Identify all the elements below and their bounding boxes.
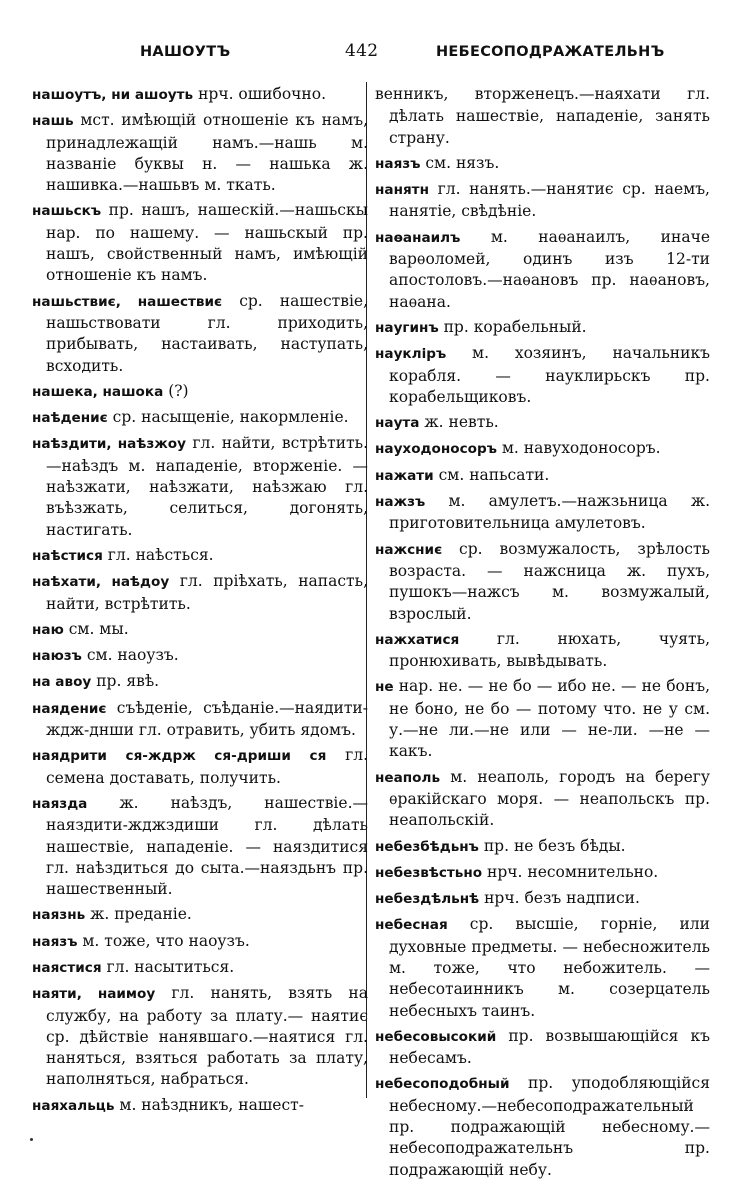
headword: не (375, 679, 394, 696)
headword: наяхальць (32, 1097, 115, 1114)
headword: наукліръ (375, 346, 447, 363)
dictionary-entry (32, 545, 368, 567)
dictionary-entry (32, 291, 368, 377)
headword: наястися (32, 959, 102, 976)
headword: небездѣльнѣ (375, 891, 480, 908)
headword: нажзъ (375, 494, 426, 511)
dictionary-entry (375, 343, 710, 408)
headword: небесовысокий (375, 1028, 497, 1045)
dictionary-entry (375, 888, 710, 910)
headword: наѣдениє (32, 410, 108, 427)
print-speck (30, 1138, 33, 1141)
definition: гл. найти, встрѣтить.—наѣздъ м. нападеніе, вторженіе. — наѣзжати, наѣзжати, наѣзжаю гл. въѣзжать, селиться, догонять, настигать. (46, 434, 369, 539)
dictionary-entry (32, 698, 368, 742)
dictionary-entry (32, 983, 368, 1090)
dictionary-entry (32, 671, 368, 693)
headword: науходоносоръ (375, 441, 497, 458)
definition: гл. пріѣхать, напасть, найти, встрѣтить. (46, 572, 368, 613)
dictionary-entry (32, 793, 368, 900)
headword: небезвѣстьно (375, 864, 483, 881)
definition: м. наѣздникъ, нашест- (114, 1095, 304, 1114)
dictionary-entry (375, 179, 710, 223)
definition: пр. уподобляющійся небесному.—небесоподражательный пр. подражающій небесному.—небесоподражательнъ пр. подражающій небу. (389, 1074, 710, 1179)
headword: на авоу (32, 674, 92, 691)
headword: небезбѣдьнъ (375, 838, 479, 855)
dictionary-entry (32, 571, 368, 615)
definition: гл. нанять, взять на службу, на работу за плату.— наятиє ср. дѣйствіе нанявшаго.—наятися гл. наняться, взяться работать за плату, наполняться, набраться. (46, 984, 368, 1089)
headword: наязъ (32, 933, 78, 950)
dictionary-entry (375, 862, 710, 884)
dictionary-entry (32, 957, 368, 979)
definition: (?) (163, 381, 189, 400)
page-number: 442 (345, 41, 379, 61)
dictionary-entry (375, 767, 710, 832)
headword: наязъ (375, 155, 421, 172)
headword: нашека, нашока (32, 383, 164, 400)
definition: нрч. ошибочно. (193, 85, 326, 103)
definition: венникъ, вторженецъ.—наяхати гл. дѣлать нашествіе, нападеніе, занять страну. (375, 85, 710, 147)
dictionary-entry (375, 84, 710, 149)
headword: наязда (32, 795, 88, 812)
headword: наюзъ (32, 648, 82, 665)
headword: наута (375, 415, 420, 432)
headword: наядениє (32, 700, 107, 717)
running-head-right: НЕБЕСОПОДРАЖАТЕЛЬНЪ (436, 44, 665, 60)
dictionary-entry (375, 227, 710, 313)
definition: ж. преданіе. (85, 905, 192, 924)
definition: м. навуходоносоръ. (496, 439, 661, 458)
definition: см. наоузъ. (81, 646, 179, 665)
headword: нашьскъ (32, 203, 102, 220)
dictionary-entry (32, 200, 368, 286)
dictionary-entry (32, 645, 368, 667)
definition: гл. нанять.—нанятиє ср. наемъ, нанятіе, свѣдѣніе. (389, 180, 710, 221)
dictionary-entry (32, 84, 368, 106)
definition: см. мы. (63, 619, 129, 638)
headword: наѣхати, наѣдоу (32, 574, 170, 591)
definition: мст. имѣющій отношеніе къ намъ, принадлежащій намъ.—нашь м. названіе буквы н. — нашька ж. нашивка.—нашьвъ м. ткать. (46, 111, 368, 195)
dictionary-entry (375, 914, 710, 1021)
dictionary-entry (375, 465, 710, 487)
definition: гл. семена доставать, получить. (46, 746, 368, 787)
definition: пр. не безъ бѣды. (478, 836, 626, 855)
headword: наядрити ся-ждрж ся-дриши ся (32, 748, 327, 765)
headword: нашоутъ, ни ашоуть (32, 87, 194, 103)
headword: нанятн (375, 182, 429, 199)
headword: неаполь (375, 769, 441, 786)
dictionary-entry (375, 676, 710, 762)
headword: нашь (32, 113, 74, 130)
dictionary-entry (375, 412, 710, 434)
dictionary-entry (375, 836, 710, 858)
headword: наѣстися (32, 547, 103, 564)
dictionary-entry (32, 619, 368, 641)
definition: гл. нюхать, чуять, пронюхивать, вывѣдывать. (389, 629, 710, 671)
definition: съѣденіе, съѣданіе.—наядити-ждж-днши гл. отравить, убить ядомъ. (46, 698, 368, 740)
running-head-left: НАШОУТЪ (140, 44, 231, 60)
headword: нашьствиє, нашествиє (32, 293, 223, 310)
definition: м. хозяинъ, начальникъ корабля. — науклирьскъ пр. корабельщиковъ. (389, 344, 710, 406)
headword: наугинъ (375, 319, 439, 336)
definition: ср. возмужалость, зрѣлость возраста. — нажсница ж. пухъ, пушокъ—нажсъ м. возмужалый, взрослый. (389, 539, 710, 623)
definition: пр. явѣ. (91, 672, 160, 691)
definition: пр. корабельный. (438, 317, 587, 336)
headword: наѣздити, наѣзжоу (32, 436, 186, 453)
definition: ср. нашествіе, нашьствовати гл. приходить, прибывать, настаивать, наступать, всходить. (46, 291, 369, 375)
definition: нрч. несомнительно. (482, 862, 659, 881)
definition: нрч. безъ надписи. (479, 889, 640, 908)
headword: нажати (375, 467, 434, 484)
definition: пр. возвышающійся къ небесамъ. (389, 1026, 710, 1068)
definition: ср. насыщеніе, накормленіе. (107, 408, 349, 427)
definition: гл. насытиться. (101, 957, 235, 976)
dictionary-entry (375, 317, 710, 339)
dictionary-entry (375, 1073, 710, 1180)
dictionary-entry (32, 931, 368, 953)
definition: гл. наѣсться. (102, 545, 214, 564)
dictionary-entry (375, 491, 710, 535)
dictionary-entry (375, 1026, 710, 1070)
dictionary-entry (32, 433, 368, 540)
left-column (32, 84, 368, 1121)
headword: небесная (375, 917, 448, 934)
dictionary-entry (375, 438, 710, 460)
headword: нажсниє (375, 541, 443, 558)
dictionary-entry (32, 381, 368, 403)
definition: пр. нашъ, нашескій.—нашьскы нар. по нашему. — нашьскый пр. нашъ, свойственный намъ, имѣющій отношеніе къ намъ. (46, 201, 368, 285)
dictionary-entry (32, 745, 368, 789)
dictionary-entry (32, 110, 368, 196)
definition: м. неаполь, городъ на берегу ѳракійскаго моря. — неапольскъ пр. неапольскій. (389, 767, 710, 830)
definition: нар. не. — не бо — ибо не. — не бонъ, не боно, не бо — потому что. не у см. у.—не ли.—не или — не-ли. —не — какъ. (389, 677, 710, 761)
headword: небесоподобный (375, 1076, 510, 1093)
headword: наю (32, 621, 64, 638)
definition: м. тоже, что наоузъ. (77, 931, 250, 950)
definition: м. амулетъ.—нажзьница ж. приготовительница амулетовъ. (389, 492, 710, 533)
headword: наѳанаилъ (375, 229, 461, 246)
right-column (375, 84, 710, 1185)
dictionary-entry (375, 153, 710, 175)
dictionary-entry (32, 1095, 368, 1117)
headword: наяти, наимоу (32, 986, 156, 1003)
definition: ж. наѣздъ, нашествіе.—наяздити-жджздиши гл. дѣлать нашествіе, нападеніе. — наяздитися гл. наѣздиться до сыта.—наяздьнъ пр. нашественный. (46, 793, 368, 899)
headword: нажхатися (375, 631, 460, 648)
headword: наязнь (32, 907, 86, 924)
definition: ж. невть. (419, 413, 499, 432)
definition: м. наѳанаилъ, иначе варѳоломей, одинъ изъ 12-ти апостоловъ.—наѳановъ пр. наѳановъ, наѳана. (389, 227, 710, 311)
dictionary-entry (375, 629, 710, 673)
definition: ср. высшіе, горніе, или духовные предметы. — небесножитель м. тоже, что небожитель. — небесотаинникъ м. созерцатель небесныхъ таинъ. (389, 915, 710, 1020)
dictionary-entry (32, 904, 368, 926)
definition: см. нязъ. (420, 153, 500, 172)
definition: см. напьсати. (433, 465, 550, 484)
dictionary-entry (375, 539, 710, 625)
dictionary-entry (32, 407, 368, 429)
